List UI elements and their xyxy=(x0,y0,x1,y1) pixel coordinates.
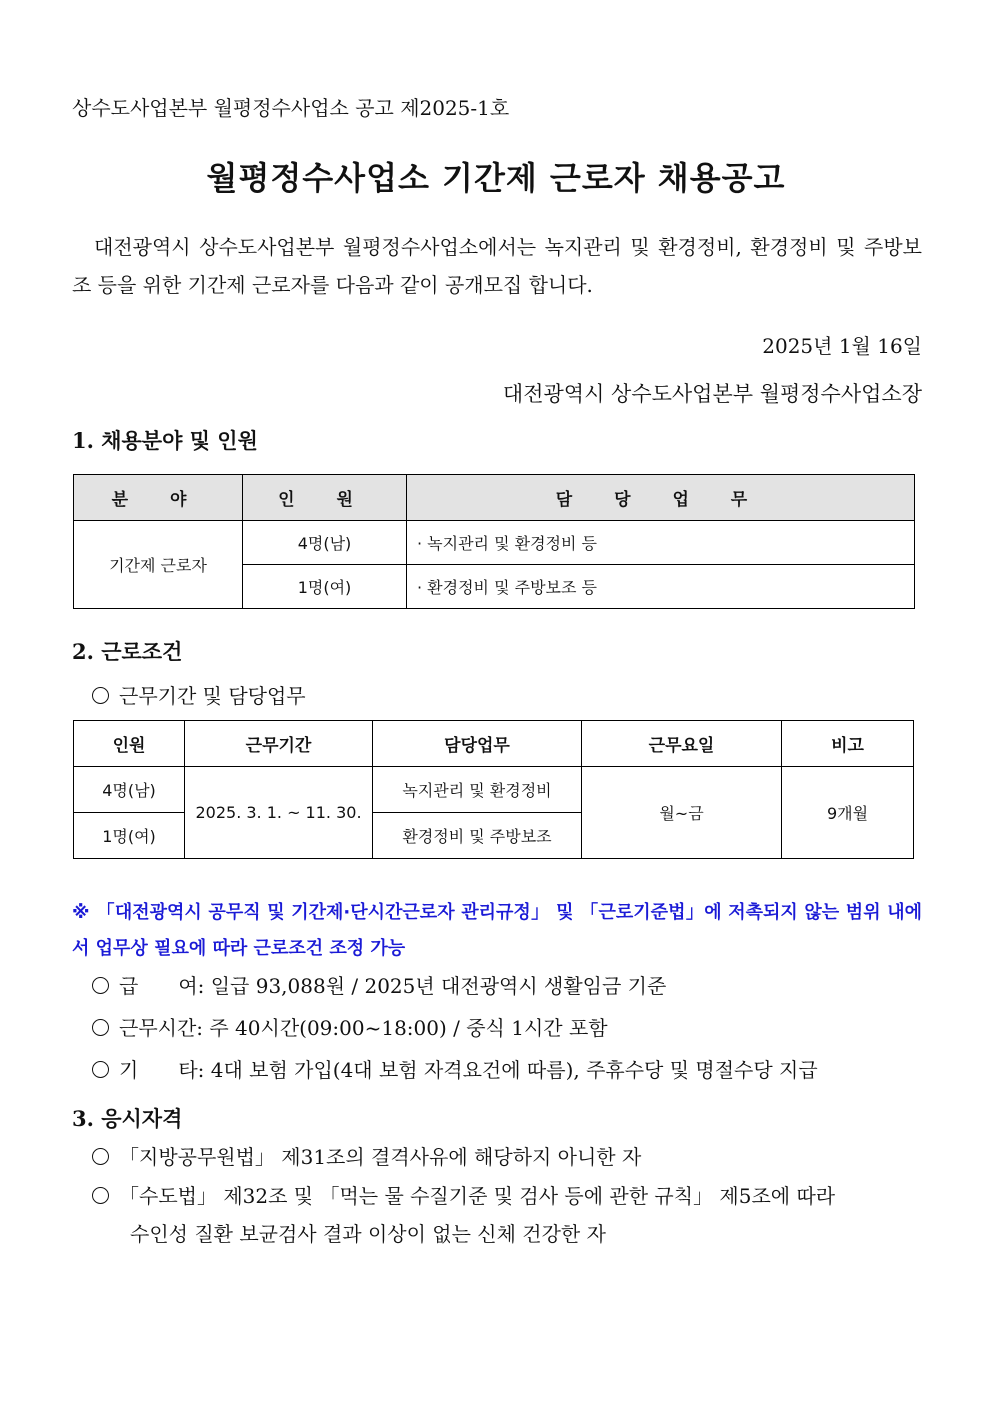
intro-paragraph: 대전광역시 상수도사업본부 월평정수사업소에서는 녹지관리 및 환경정비, 환경정비 및 주방보조 등을 위한 기간제 근로자를 다음과 같이 공개모집 합니다. xyxy=(72,235,922,297)
field-cell: 기간제 근로자 xyxy=(74,521,243,609)
recruitment-table xyxy=(73,474,915,609)
count-cell: 1명(여) xyxy=(243,565,407,609)
condition-hours xyxy=(92,1012,608,1041)
condition-text: 기 타: 4대 보험 가입(4대 보험 자격요건에 따름), 주휴수당 및 명절수당 지급 xyxy=(119,1058,818,1082)
section1-heading: 1. 채용분야 및 인원 xyxy=(72,428,258,453)
duty-cell: · 환경정비 및 주방보조 등 xyxy=(407,565,915,609)
table-row xyxy=(74,767,914,813)
qualification-text: 「지방공무원법」 제31조의 결격사유에 해당하지 아니한 자 xyxy=(119,1145,642,1169)
circle-bullet-icon xyxy=(92,687,109,704)
page-title: 월평정수사업소 기간제 근로자 채용공고 xyxy=(206,159,786,197)
circle-bullet-icon xyxy=(92,1187,109,1204)
count-cell: 4명(남) xyxy=(243,521,407,565)
table-header-row xyxy=(74,721,914,767)
table-header-row xyxy=(74,475,915,521)
condition-text: 급 여: 일급 93,088원 / 2025년 대전광역시 생활임금 기준 xyxy=(119,974,667,998)
header-note: 비고 xyxy=(782,721,914,767)
subheading-text: 근무기간 및 담당업무 xyxy=(119,684,306,708)
notice-signer: 대전광역시 상수도사업본부 월평정수사업소장 xyxy=(502,382,922,406)
section3-heading: 3. 응시자격 xyxy=(72,1106,183,1131)
header-days: 근무요일 xyxy=(582,721,782,767)
condition-other xyxy=(92,1054,818,1083)
conditions-table xyxy=(73,720,914,859)
condition-wage xyxy=(92,970,666,999)
notice-date: 2025년 1월 16일 xyxy=(762,334,922,358)
header-period: 근무기간 xyxy=(185,721,373,767)
header-count: 인원 xyxy=(74,721,185,767)
notice-number: 상수도사업본부 월평정수사업소 공고 제2025-1호 xyxy=(72,96,510,120)
note-cell: 9개월 xyxy=(782,767,914,859)
circle-bullet-icon xyxy=(92,1148,109,1165)
days-cell: 월~금 xyxy=(582,767,782,859)
section2-subheading xyxy=(92,680,306,709)
qualification-item xyxy=(92,1141,641,1170)
duty-cell: 녹지관리 및 환경정비 xyxy=(373,767,582,813)
count-cell: 4명(남) xyxy=(74,767,185,813)
table-row xyxy=(74,521,915,565)
condition-text: 근무시간: 주 40시간(09:00~18:00) / 중식 1시간 포함 xyxy=(119,1016,608,1040)
qualification-item xyxy=(92,1180,835,1209)
qualification-text: 「수도법」 제32조 및 「먹는 물 수질기준 및 검사 등에 관한 규칙」 제5조에 따라 xyxy=(119,1184,836,1208)
section2-heading: 2. 근로조건 xyxy=(72,639,183,664)
header-duty: 담 당 업 무 xyxy=(407,475,915,521)
warning-note: ※ 「대전광역시 공무직 및 기간제·단시간근로자 관리규정」 및 「근로기준법」에 저촉되지 않는 범위 내에서 업무상 필요에 따라 근로조건 조정 가능 xyxy=(72,902,922,959)
duty-cell: 환경정비 및 주방보조 xyxy=(373,813,582,859)
header-count: 인 원 xyxy=(243,475,407,521)
circle-bullet-icon xyxy=(92,1061,109,1078)
circle-bullet-icon xyxy=(92,977,109,994)
circle-bullet-icon xyxy=(92,1019,109,1036)
header-duty: 담당업무 xyxy=(373,721,582,767)
qualification-item-continued: 수인성 질환 보균검사 결과 이상이 없는 신체 건강한 자 xyxy=(130,1222,606,1246)
count-cell: 1명(여) xyxy=(74,813,185,859)
duty-cell: · 녹지관리 및 환경정비 등 xyxy=(407,521,915,565)
header-field: 분 야 xyxy=(74,475,243,521)
period-cell: 2025. 3. 1. ~ 11. 30. xyxy=(185,767,373,859)
